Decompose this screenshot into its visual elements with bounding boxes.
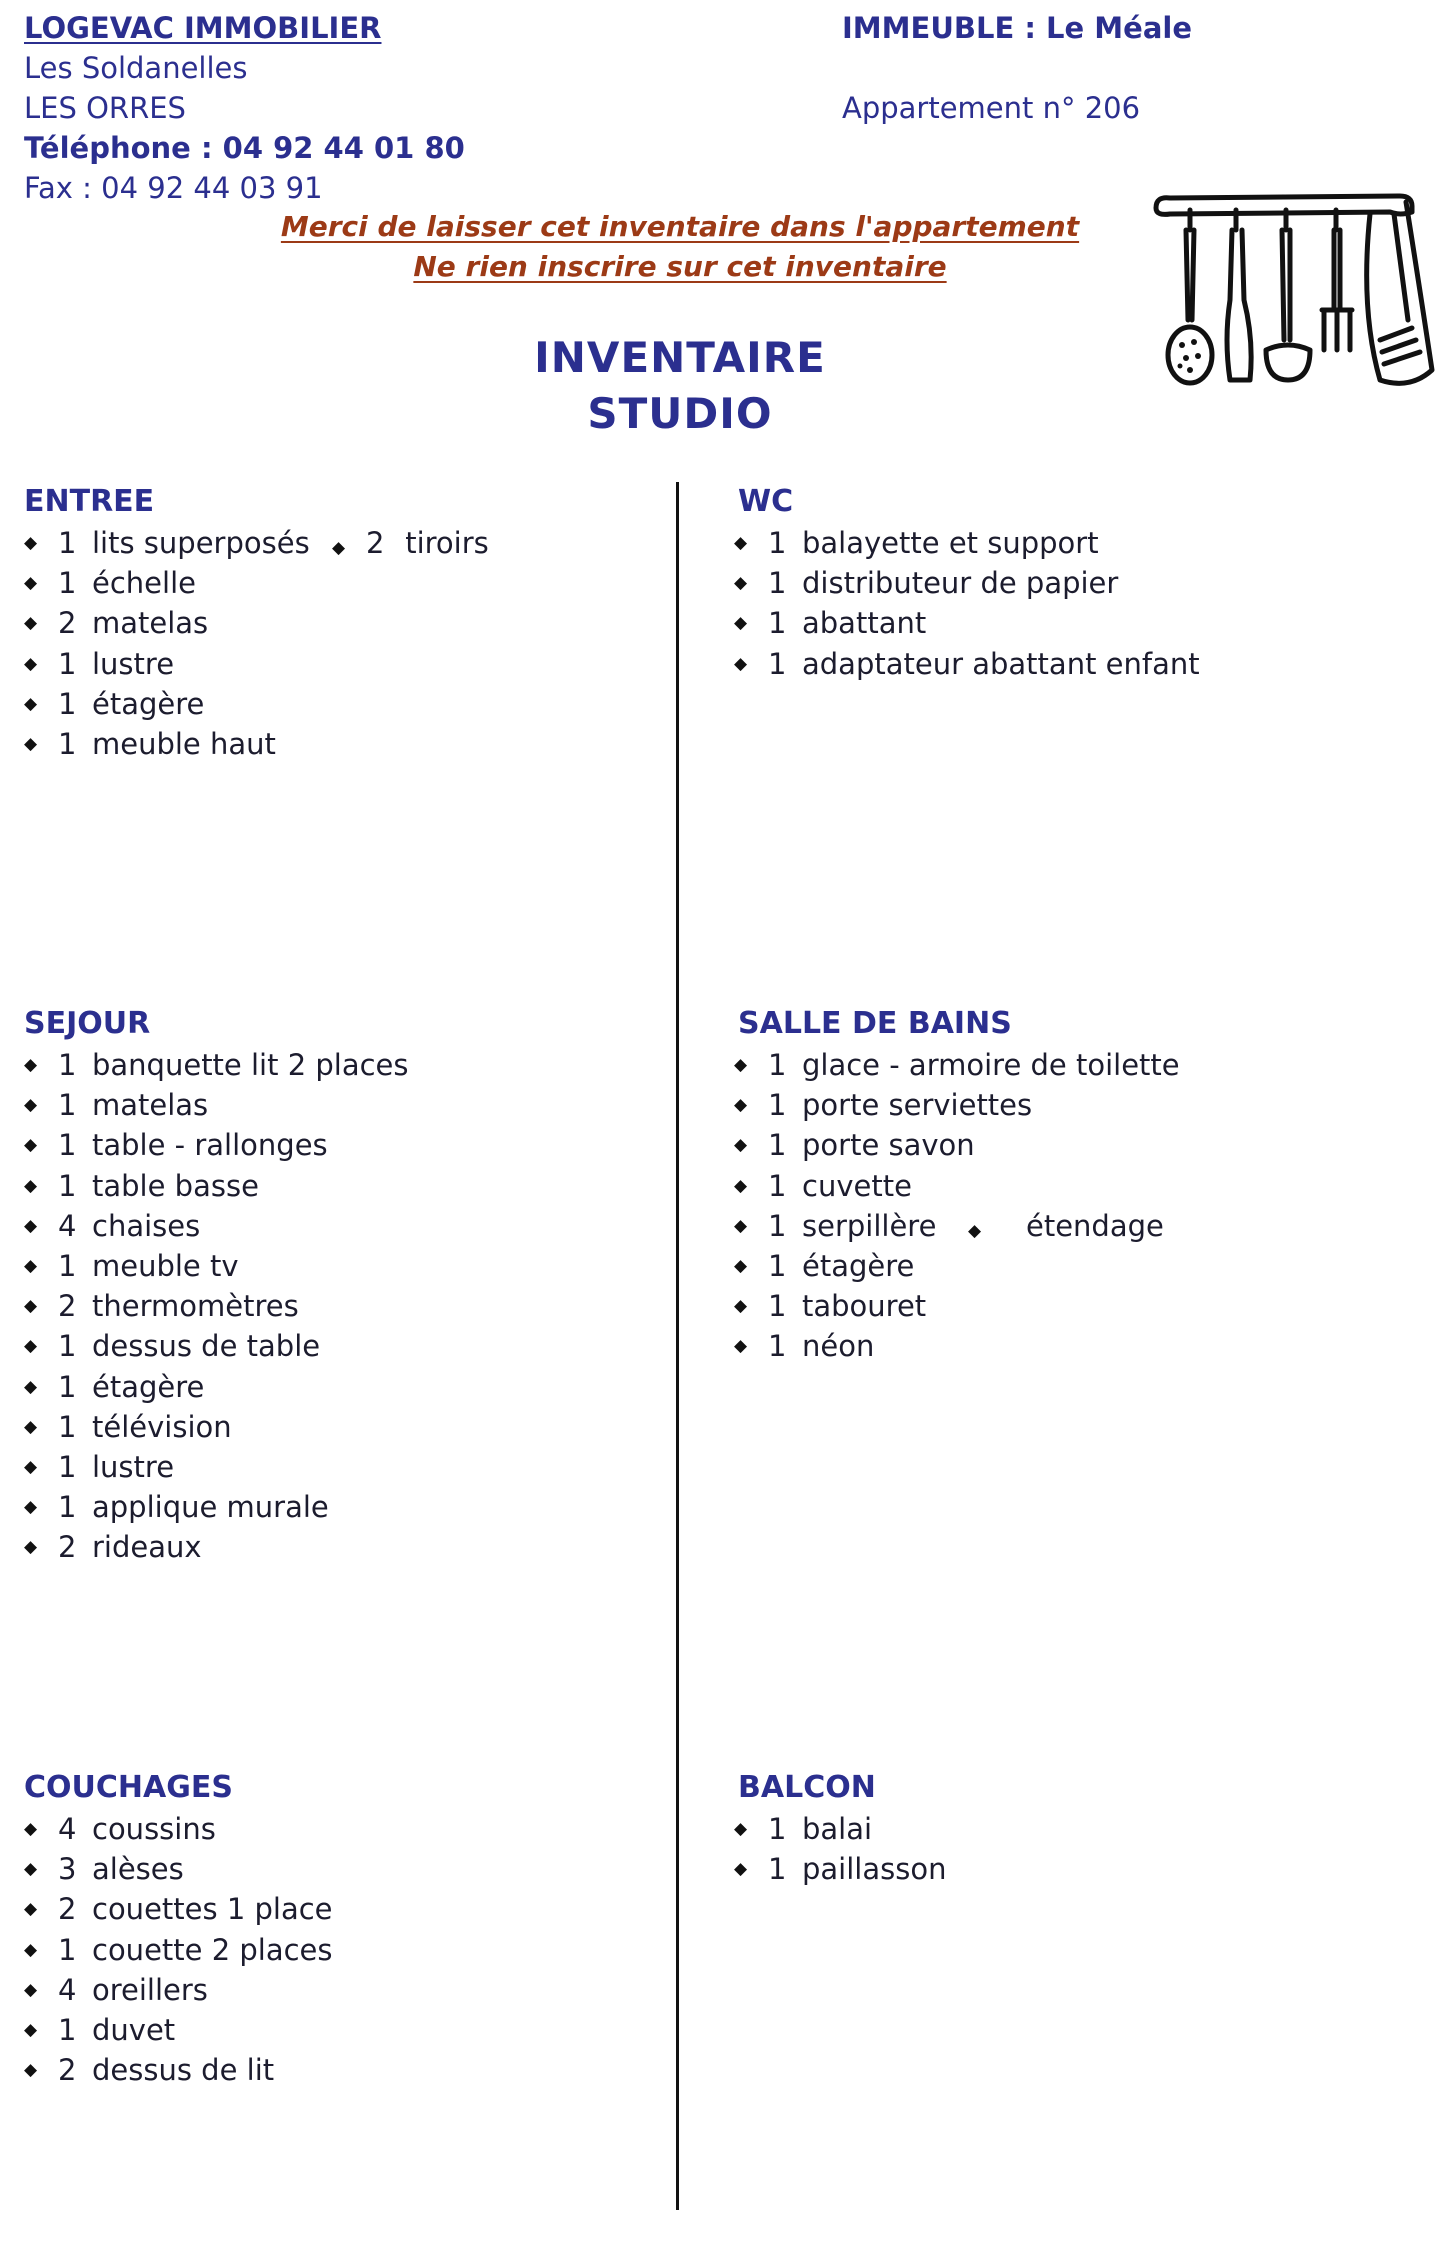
item-qty: 1 (58, 1450, 77, 1485)
bullet-icon: ◆ (24, 1979, 38, 2000)
list-item (734, 523, 1200, 563)
item-qty: 2 (366, 526, 385, 560)
item-qty: 1 (768, 1249, 787, 1284)
list-item (734, 603, 1200, 643)
bullet-icon: ◆ (24, 693, 38, 714)
item-label: lits superposés (92, 526, 310, 560)
item-label: lustre (92, 646, 175, 681)
wc-list (734, 523, 1200, 684)
list-item (24, 1447, 409, 1487)
apartment-number: Appartement n° 206 (842, 91, 1141, 125)
item-qty: 2 (58, 1530, 77, 1565)
item-label: matelas (92, 606, 209, 641)
list-item (24, 563, 310, 603)
item-label: abattant (802, 606, 927, 641)
list-item (734, 1246, 1180, 1286)
item-qty: 1 (58, 1048, 77, 1082)
company-fax: Fax : 04 92 44 03 91 (24, 171, 323, 205)
section-title-balcon: BALCON (738, 1770, 876, 1805)
bullet-icon: ◆ (968, 1221, 982, 1241)
section-title-couchages: COUCHAGES (24, 1770, 233, 1805)
section-title-entree: ENTREE (24, 484, 155, 519)
bullet-icon: ◆ (24, 1175, 38, 1196)
item-qty: 1 (58, 1932, 77, 1967)
couchages-list (24, 1809, 333, 2090)
item-qty: 1 (58, 526, 77, 560)
item-qty: 1 (768, 526, 787, 560)
company-name: LOGEVAC IMMOBILIER (24, 11, 382, 45)
item-qty: 1 (768, 646, 787, 681)
item-label: duvet (92, 2013, 176, 2048)
item-qty: 4 (58, 1208, 77, 1243)
list-item (24, 1125, 409, 1165)
item-qty: 1 (768, 1208, 787, 1243)
list-item (734, 1166, 1180, 1206)
bullet-icon: ◆ (24, 533, 38, 553)
item-qty: 1 (768, 1329, 787, 1364)
list-item (24, 1206, 409, 1246)
item-qty: 1 (768, 1088, 787, 1123)
item-label: alèses (92, 1852, 184, 1887)
list-item (24, 1166, 409, 1206)
bullet-icon: ◆ (24, 1256, 38, 1277)
item-qty: 1 (768, 1048, 787, 1082)
column-divider (676, 482, 679, 2210)
item-label: étagère (92, 686, 205, 721)
bullet-icon: ◆ (332, 538, 346, 558)
bullet-icon: ◆ (24, 653, 38, 674)
bullet-icon: ◆ (734, 653, 748, 674)
item-label: porte savon (802, 1128, 975, 1163)
list-item (734, 1286, 1180, 1326)
list-item (24, 603, 310, 643)
bullet-icon: ◆ (734, 1095, 748, 1116)
bullet-icon: ◆ (24, 1939, 38, 1960)
section-title-wc: WC (738, 484, 794, 519)
item-label: table - rallonges (92, 1128, 328, 1163)
bullet-icon: ◆ (24, 613, 38, 634)
building-name: IMMEUBLE : Le Méale (842, 11, 1192, 45)
item-qty: 1 (768, 606, 787, 641)
item-label: balai (802, 1812, 873, 1846)
company-address-line2: LES ORRES (24, 91, 186, 125)
bullet-icon: ◆ (24, 1055, 38, 1075)
bullet-icon: ◆ (24, 1819, 38, 1839)
item-label: adaptateur abattant enfant (802, 646, 1200, 681)
item-label: table basse (92, 1168, 259, 1203)
bullet-icon: ◆ (24, 1497, 38, 1518)
entree-list (24, 523, 310, 764)
item-label: tabouret (802, 1289, 927, 1324)
item-label: dessus de lit (92, 2053, 275, 2088)
list-item (734, 563, 1200, 603)
item-qty: 1 (58, 646, 77, 681)
item-label: applique murale (92, 1490, 329, 1525)
item-label: tiroirs (405, 526, 489, 560)
item-qty: 1 (768, 1852, 787, 1887)
item-qty: 1 (768, 1128, 787, 1163)
bullet-icon: ◆ (24, 1457, 38, 1478)
item-label: lustre (92, 1450, 175, 1485)
bullet-icon: ◆ (734, 1336, 748, 1357)
item-qty: 1 (768, 566, 787, 601)
bullet-icon: ◆ (734, 1135, 748, 1156)
bullet-icon: ◆ (24, 2020, 38, 2041)
bullet-icon: ◆ (734, 573, 748, 594)
bullet-icon: ◆ (734, 1296, 748, 1317)
list-item (24, 1286, 409, 1326)
page-title: INVENTAIRE (534, 333, 826, 382)
list-item (24, 1326, 409, 1366)
list-item (24, 1487, 409, 1527)
list-item (24, 1367, 409, 1407)
item-qty: 1 (58, 1249, 77, 1284)
item-qty: 1 (768, 1289, 787, 1324)
item-label: porte serviettes (802, 1088, 1033, 1123)
list-item (734, 1326, 1180, 1366)
list-item (24, 1889, 333, 1929)
list-item (24, 1970, 333, 2010)
list-item (734, 1849, 946, 1889)
item-qty: 4 (58, 1812, 77, 1846)
kitchen-utensils-rack-icon (1150, 190, 1440, 410)
item-qty: 1 (58, 2013, 77, 2048)
item-qty: 1 (58, 686, 77, 721)
bullet-icon: ◆ (734, 1256, 748, 1277)
list-item (24, 1085, 409, 1125)
entree-extra-item (332, 523, 489, 568)
item-label: meuble tv (92, 1249, 239, 1284)
bullet-icon: ◆ (24, 1899, 38, 1920)
item-label: serpillère (802, 1208, 937, 1243)
bullet-icon: ◆ (734, 613, 748, 634)
list-item (24, 644, 310, 684)
item-label: meuble haut (92, 727, 276, 762)
item-qty: 1 (768, 1168, 787, 1203)
item-label: rideaux (92, 1530, 202, 1565)
item-label: télévision (92, 1409, 232, 1444)
item-label: glace - armoire de toilette (802, 1048, 1180, 1082)
bullet-icon: ◆ (24, 573, 38, 594)
item-label: coussins (92, 1812, 216, 1846)
list-item (734, 1809, 946, 1849)
list-item (24, 1809, 333, 1849)
list-item (24, 2050, 333, 2090)
item-qty: 1 (58, 1369, 77, 1404)
item-qty: 1 (58, 1088, 77, 1123)
item-label: cuvette (802, 1168, 912, 1203)
item-label: néon (802, 1329, 875, 1364)
section-title-sejour: SEJOUR (24, 1006, 151, 1041)
bullet-icon: ◆ (734, 1175, 748, 1196)
bullet-icon: ◆ (24, 1376, 38, 1397)
item-label: thermomètres (92, 1289, 299, 1324)
item-qty: 4 (58, 1972, 77, 2007)
list-item (24, 2010, 333, 2050)
item-qty: 1 (58, 1409, 77, 1444)
list-item (734, 1125, 1180, 1165)
notice-leave-inventory: Merci de laisser cet inventaire dans l'appartement (280, 210, 1080, 243)
item-qty: 1 (58, 727, 77, 762)
bullet-icon: ◆ (24, 1416, 38, 1437)
bullet-icon: ◆ (734, 1215, 748, 1236)
page-subtitle: STUDIO (587, 389, 773, 438)
bullet-icon: ◆ (24, 1537, 38, 1558)
list-item (734, 644, 1200, 684)
item-qty: 1 (58, 1168, 77, 1203)
list-item (24, 684, 310, 724)
bullet-icon: ◆ (734, 1819, 748, 1839)
bullet-icon: ◆ (734, 1055, 748, 1075)
item-label: étendage (1026, 1209, 1164, 1243)
salle-de-bains-extra-item (968, 1206, 1164, 1251)
item-label: matelas (92, 1088, 209, 1123)
item-label: distributeur de papier (802, 566, 1119, 601)
item-label: oreillers (92, 1972, 208, 2007)
bullet-icon: ◆ (24, 1215, 38, 1236)
item-label: échelle (92, 566, 196, 601)
item-label: couettes 1 place (92, 1892, 333, 1927)
item-label: étagère (802, 1249, 915, 1284)
item-qty: 2 (58, 1289, 77, 1324)
item-qty: 2 (58, 606, 77, 641)
item-qty: 2 (58, 1892, 77, 1927)
list-item (734, 1045, 1180, 1085)
item-qty: 1 (58, 1128, 77, 1163)
section-title-salle-de-bains: SALLE DE BAINS (738, 1006, 1012, 1041)
list-item (24, 1849, 333, 1889)
item-label: étagère (92, 1369, 205, 1404)
list-item (24, 523, 310, 563)
item-qty: 1 (58, 1329, 77, 1364)
item-label: chaises (92, 1208, 201, 1243)
company-phone: Téléphone : 04 92 44 01 80 (24, 131, 465, 165)
item-label: dessus de table (92, 1329, 321, 1364)
list-item (24, 1045, 409, 1085)
list-item (24, 1407, 409, 1447)
item-qty: 1 (58, 566, 77, 601)
list-item (24, 1246, 409, 1286)
list-item (24, 1930, 333, 1970)
item-qty: 3 (58, 1852, 77, 1887)
item-label: balayette et support (802, 526, 1099, 560)
item-label: couette 2 places (92, 1932, 333, 1967)
bullet-icon: ◆ (24, 1095, 38, 1116)
bullet-icon: ◆ (734, 1859, 748, 1880)
notice-do-not-write: Ne rien inscrire sur cet inventaire (413, 250, 947, 283)
list-item (24, 1527, 409, 1567)
bullet-icon: ◆ (24, 1135, 38, 1156)
bullet-icon: ◆ (24, 1859, 38, 1880)
balcon-list (734, 1809, 946, 1889)
list-item (24, 724, 310, 764)
bullet-icon: ◆ (24, 734, 38, 755)
item-qty: 1 (58, 1490, 77, 1525)
bullet-icon: ◆ (24, 2060, 38, 2081)
company-address-line1: Les Soldanelles (24, 51, 248, 85)
item-label: banquette lit 2 places (92, 1048, 409, 1082)
item-qty: 1 (768, 1812, 787, 1846)
bullet-icon: ◆ (24, 1296, 38, 1317)
bullet-icon: ◆ (734, 533, 748, 553)
item-label: paillasson (802, 1852, 947, 1887)
bullet-icon: ◆ (24, 1336, 38, 1357)
sejour-list (24, 1045, 409, 1568)
item-qty: 2 (58, 2053, 77, 2088)
list-item (734, 1085, 1180, 1125)
